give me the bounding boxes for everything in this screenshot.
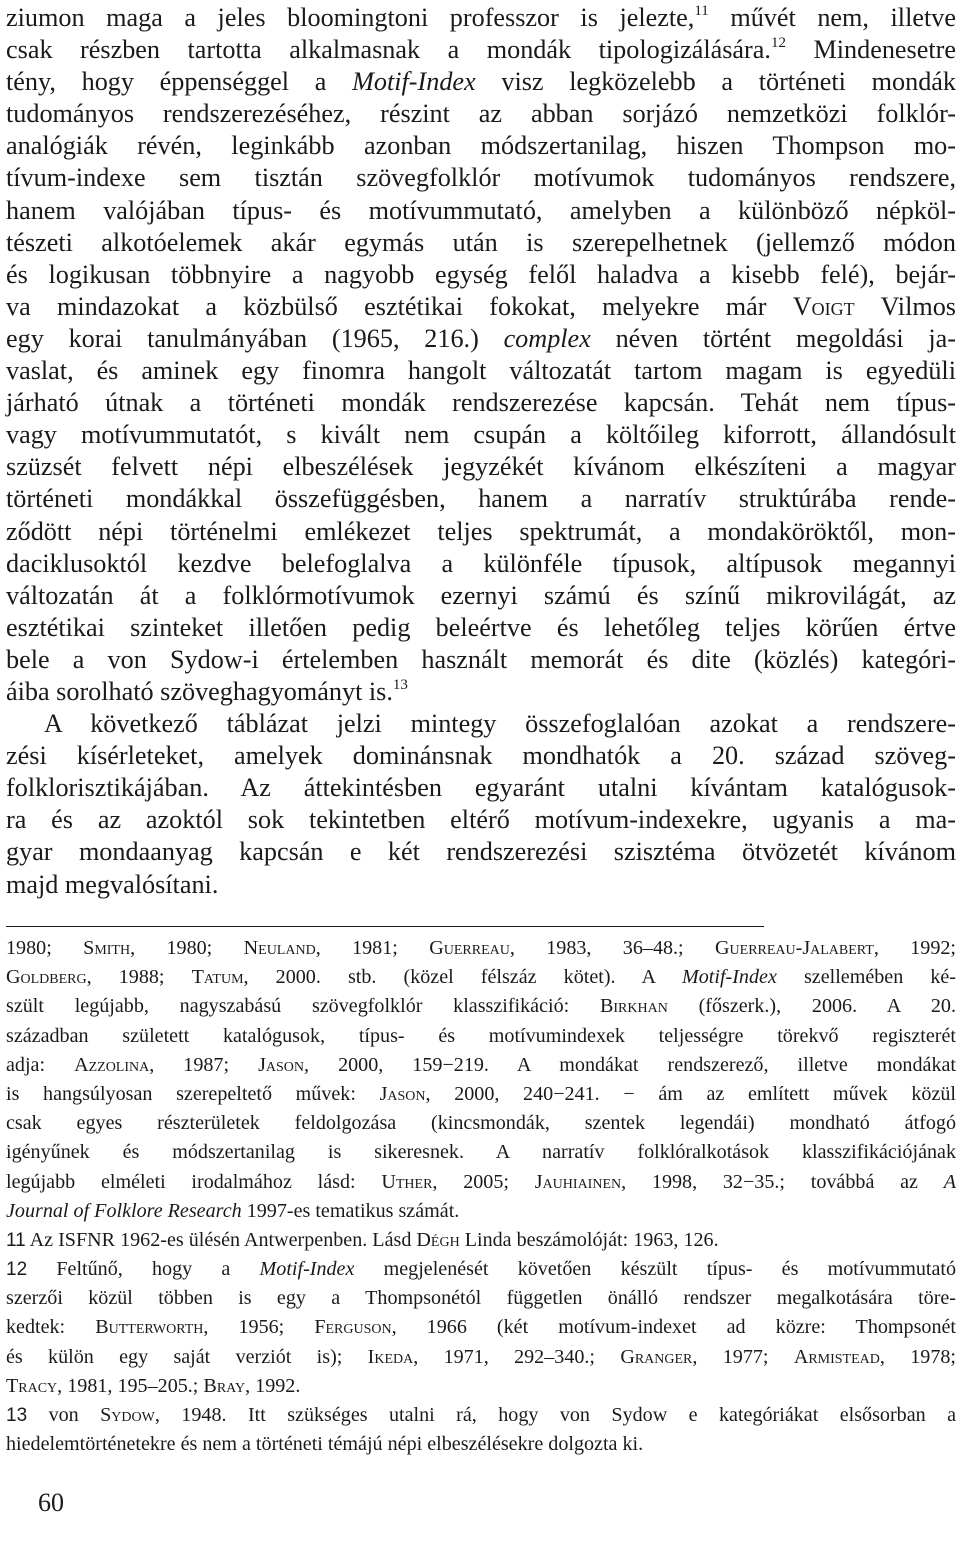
text-line bbox=[6, 2, 956, 34]
text-run: 1980; bbox=[6, 937, 84, 959]
text-line bbox=[6, 483, 956, 515]
text-run: áiba sorolható szöveghagyományt is. bbox=[6, 676, 393, 706]
text-run: , 2000, 240−241. − ám az említett művek közül bbox=[425, 1082, 956, 1105]
text-run: szellemében ké- bbox=[776, 966, 957, 989]
text-line bbox=[6, 580, 956, 612]
text-line bbox=[6, 740, 956, 772]
page-number: 60 bbox=[38, 1488, 64, 1517]
text-line bbox=[6, 291, 956, 323]
text-run: vaslat, és aminek egy finomra hangolt változatát tartom magam is egyedüli bbox=[6, 356, 956, 386]
text-line bbox=[6, 34, 956, 66]
text-run: egy korai tanulmányában (1965, 216.) bbox=[6, 323, 504, 353]
text-run: va mindazokat a közbülső esztétikai fokokat, melyekre már bbox=[6, 291, 793, 321]
author-name: Guerreau-Jalabert bbox=[715, 937, 874, 959]
text-run: , 1981, 195–205.; bbox=[57, 1374, 204, 1397]
text-run: ződött népi történelmi emlékezet teljes spektrumát, a mondaköröktől, mon- bbox=[6, 516, 956, 546]
footnote-line bbox=[6, 1168, 956, 1197]
author-name: Neuland bbox=[243, 937, 316, 959]
italic-text: Motif-Index bbox=[352, 67, 476, 97]
footnote-number: 11 bbox=[6, 1229, 26, 1251]
text-run: csak részben tartotta alkalmasnak a mondák tipologizálására. bbox=[6, 35, 771, 65]
text-line bbox=[6, 772, 956, 804]
text-run: és külön egy saját verziót is); bbox=[6, 1345, 368, 1368]
author-name: Tracy bbox=[6, 1374, 58, 1397]
footnote-line bbox=[6, 1401, 956, 1430]
footnote-line bbox=[6, 1109, 956, 1138]
footnotes bbox=[6, 934, 956, 1459]
text-run: megjelenését követően készült típus- és motívummutató bbox=[354, 1258, 957, 1281]
text-run: gyar mondaanyag kapcsán e két rendszerezési szisztéma ötvözetét kívánom bbox=[6, 837, 956, 867]
italic-text: Motif-Index bbox=[682, 966, 777, 989]
text-run: Linda beszámolóját: 1963, 126. bbox=[459, 1228, 719, 1251]
main-text bbox=[6, 2, 956, 901]
text-run: adja: bbox=[6, 1053, 75, 1076]
text-run: majd megvalósítani. bbox=[6, 869, 219, 899]
italic-text: Motif-Index bbox=[259, 1258, 355, 1281]
text-line bbox=[6, 451, 956, 483]
author-name: Uther bbox=[381, 1170, 433, 1193]
text-line bbox=[6, 548, 956, 580]
footnote-number: 13 bbox=[6, 1405, 28, 1426]
author-name: Bray bbox=[203, 1374, 246, 1397]
text-run: esztétikai szinteket illetően pedig beleértve és lehetőleg teljes körűen értve bbox=[6, 612, 956, 642]
italic-text: Journal of Folklore Research bbox=[6, 1199, 242, 1222]
text-line bbox=[6, 66, 956, 98]
text-run: , 2000. stb. (közel félszáz kötet). A bbox=[243, 966, 683, 989]
text-run: , 1966 (két motívum-indexet ad közre: Thompsonét bbox=[391, 1316, 957, 1339]
text-run: , 1992. bbox=[245, 1374, 301, 1397]
text-run: Vilmos bbox=[854, 291, 956, 321]
text-run: és logikusan többnyire a nagyobb egység felől haladva a kisebb felé), bejár- bbox=[6, 259, 956, 289]
text-run: szüzsét felvett népi elbeszélések jegyzékét kívánom elkészíteni a magyar bbox=[6, 452, 956, 482]
text-run: járható útnak a történeti mondák rendszerezése kapcsán. Tehát nem típus- bbox=[6, 388, 956, 418]
text-run: bele a von Sydow-i értelemben használt memorát és dite (közlés) kategóri- bbox=[6, 644, 956, 674]
text-run: , 2005; bbox=[432, 1170, 535, 1193]
text-run: történeti mondákkal összefüggésben, hanem a narratív struktúrába rende- bbox=[6, 484, 956, 514]
footnote-line bbox=[6, 1372, 956, 1401]
text-run: , 1987; bbox=[149, 1053, 259, 1076]
footnote-line bbox=[6, 1197, 956, 1226]
footnote-ref: 11 bbox=[694, 3, 709, 19]
footnote-line bbox=[6, 963, 956, 992]
text-run: hiedelemtörténetekre és nem a történeti témájú népi elbeszélésekre dolgozta ki. bbox=[6, 1433, 644, 1456]
text-run: vagy motívummutatót, s kivált nem csupán a költőileg kiforrott, állandósult bbox=[6, 420, 956, 450]
text-run: változatán át a folklórmotívumok ezernyi számú és színű mikrovilágát, az bbox=[6, 580, 956, 610]
text-run: tény, hogy éppenséggel a bbox=[6, 67, 353, 97]
footnote-line bbox=[6, 1430, 956, 1459]
text-run: , 1983, 36–48.; bbox=[509, 937, 716, 959]
author-name: Butterworth bbox=[95, 1316, 204, 1339]
text-line bbox=[6, 516, 956, 548]
text-run: században született katalógusok, típus- és motívumindexek teljességre törekvő regiszterét bbox=[6, 1024, 956, 1047]
text-run: , 1998, 32−35.; továbbá az bbox=[621, 1170, 944, 1193]
text-run: , 1978; bbox=[879, 1345, 956, 1368]
footnote-line bbox=[6, 1226, 956, 1255]
author-name: Voigt bbox=[792, 291, 855, 321]
text-line bbox=[6, 676, 956, 708]
text-run: tívum-indexe sem tisztán szövegfolklór motívumok tudományos rendszere, bbox=[6, 163, 956, 193]
text-line bbox=[6, 419, 956, 451]
text-run: tudományos rendszerezéséhez, részint az abban sorjázó nemzetközi folklór- bbox=[6, 99, 956, 129]
footnote-line bbox=[6, 1022, 956, 1051]
footnote-line bbox=[6, 1284, 956, 1313]
author-name: Smith bbox=[83, 937, 131, 959]
text-line bbox=[6, 162, 956, 194]
text-run: analógiák révén, leginkább azonban módszertanilag, hiszen Thompson mo- bbox=[6, 131, 956, 161]
italic-text: complex bbox=[503, 323, 591, 353]
text-run: 1997-es tematikus számát. bbox=[241, 1199, 460, 1222]
text-run: , 1992; bbox=[873, 937, 957, 959]
text-line bbox=[6, 387, 956, 419]
text-run: , 1956; bbox=[203, 1316, 315, 1339]
text-run: , 1980; bbox=[130, 937, 244, 959]
text-run: , 1977; bbox=[692, 1345, 794, 1368]
footnote-line bbox=[6, 1255, 956, 1284]
text-line bbox=[6, 259, 956, 291]
footnote-line bbox=[6, 1313, 956, 1342]
text-run: , 1981; bbox=[315, 937, 430, 959]
text-line bbox=[6, 708, 956, 740]
footnote-ref: 12 bbox=[770, 35, 786, 52]
text-run: igényűnek és módszertanilag is sikeresnek. A narratív folklóralkotások klasszifikációjának bbox=[6, 1141, 956, 1164]
text-line bbox=[6, 323, 956, 355]
author-name: Jason bbox=[379, 1082, 426, 1105]
italic-text: A bbox=[943, 1170, 957, 1193]
author-name: Ikeda bbox=[367, 1345, 414, 1368]
author-name: Sydow bbox=[100, 1404, 155, 1426]
text-run: daciklusoktól kezdve belefoglalva a különféle típusok, altípusok megannyi bbox=[6, 548, 956, 578]
text-run: művét nem, illetve bbox=[708, 3, 956, 32]
text-run: (főszerk.), 2006. A 20. bbox=[667, 995, 957, 1018]
text-line bbox=[6, 612, 956, 644]
text-run: von bbox=[27, 1404, 101, 1426]
text-run: Mindenesetre bbox=[785, 35, 956, 65]
author-name: Tatum bbox=[191, 966, 244, 989]
author-name: Granger bbox=[620, 1345, 693, 1368]
text-line bbox=[6, 836, 956, 868]
author-name: Azzolina bbox=[74, 1053, 150, 1076]
author-name: Guerreau bbox=[429, 937, 510, 959]
author-name: Jauhiainen bbox=[534, 1170, 622, 1193]
text-run: csak egyes részterületek feldolgozása (kincsmondák, szentek legendái) mondható átfogó bbox=[6, 1112, 956, 1135]
footnote-line bbox=[6, 1080, 956, 1109]
text-run: hanem valójában típus- és motívummutató, amelyben a különböző népköl- bbox=[6, 195, 956, 225]
text-run: néven történt megoldási ja- bbox=[590, 323, 956, 353]
text-run: folklorisztikájában. Az áttekintésben egyaránt utalni kívántam katalógusok- bbox=[6, 773, 956, 803]
text-run: zési kísérleteket, amelyek dominánsnak mondhatók a 20. század szöveg- bbox=[6, 741, 956, 771]
text-run: ziumon maga a jeles bloomingtoni professzor is jelezte, bbox=[6, 3, 695, 32]
footnote-ref: 13 bbox=[392, 676, 408, 693]
footnote-line bbox=[6, 934, 956, 963]
text-run: , 1948. Itt szükséges utalni rá, hogy von Sydow e kategóriákat elsősorban a bbox=[154, 1404, 956, 1426]
author-name: Armistead bbox=[793, 1345, 880, 1368]
text-run: tészeti alkotóelemek akár egymás után is szerepelhetnek (jellemző módon bbox=[6, 227, 956, 257]
text-run: visz legközelebb a történeti mondák bbox=[475, 67, 957, 97]
author-name: Birkhan bbox=[599, 995, 668, 1018]
footnote-number: 12 bbox=[6, 1259, 28, 1281]
text-line bbox=[6, 98, 956, 130]
text-line bbox=[6, 130, 956, 162]
footnote-line bbox=[6, 1051, 956, 1080]
footnote-line bbox=[6, 1343, 956, 1372]
text-run: , 2000, 159−219. A mondákat rendszerező, illetve mondákat bbox=[304, 1053, 956, 1076]
text-run: , 1988; bbox=[86, 966, 192, 989]
text-line bbox=[6, 195, 956, 227]
footnote-line bbox=[6, 992, 956, 1021]
text-run: ra és az azoktól sok tekintetben eltérő motívum-indexekre, ugyanis a ma- bbox=[6, 805, 956, 835]
text-line bbox=[6, 355, 956, 387]
author-name: Goldberg bbox=[6, 966, 87, 989]
text-run: szerzői közül többen is egy a Thompsonétól független önálló rendszer megalkotására töre- bbox=[6, 1287, 956, 1310]
text-line bbox=[6, 804, 956, 836]
text-run: kedtek: bbox=[6, 1316, 96, 1339]
footnote-line bbox=[6, 1138, 956, 1167]
footnote-separator bbox=[6, 926, 764, 927]
text-line bbox=[6, 227, 956, 259]
author-name: Jason bbox=[258, 1053, 305, 1076]
text-line bbox=[6, 644, 956, 676]
text-line bbox=[6, 869, 956, 901]
author-name: Ferguson bbox=[314, 1316, 392, 1339]
text-run: szült legújabb, nagyszabású szövegfolklór klasszifikáció: bbox=[6, 995, 600, 1018]
text-run: A következő táblázat jelzi mintegy összefoglalóan azokat a rendszere- bbox=[44, 709, 956, 739]
text-run: legújabb elméleti irodalmához lásd: bbox=[6, 1170, 382, 1193]
text-run: Feltűnő, hogy a bbox=[27, 1258, 260, 1281]
text-run: Az ISFNR 1962-es ülésén Antwerpenben. Lásd bbox=[25, 1228, 417, 1251]
text-run: is hangsúlyosan szerepeltető művek: bbox=[6, 1082, 380, 1105]
text-run: , 1971, 292–340.; bbox=[413, 1345, 621, 1368]
author-name: Dégh bbox=[416, 1228, 460, 1251]
